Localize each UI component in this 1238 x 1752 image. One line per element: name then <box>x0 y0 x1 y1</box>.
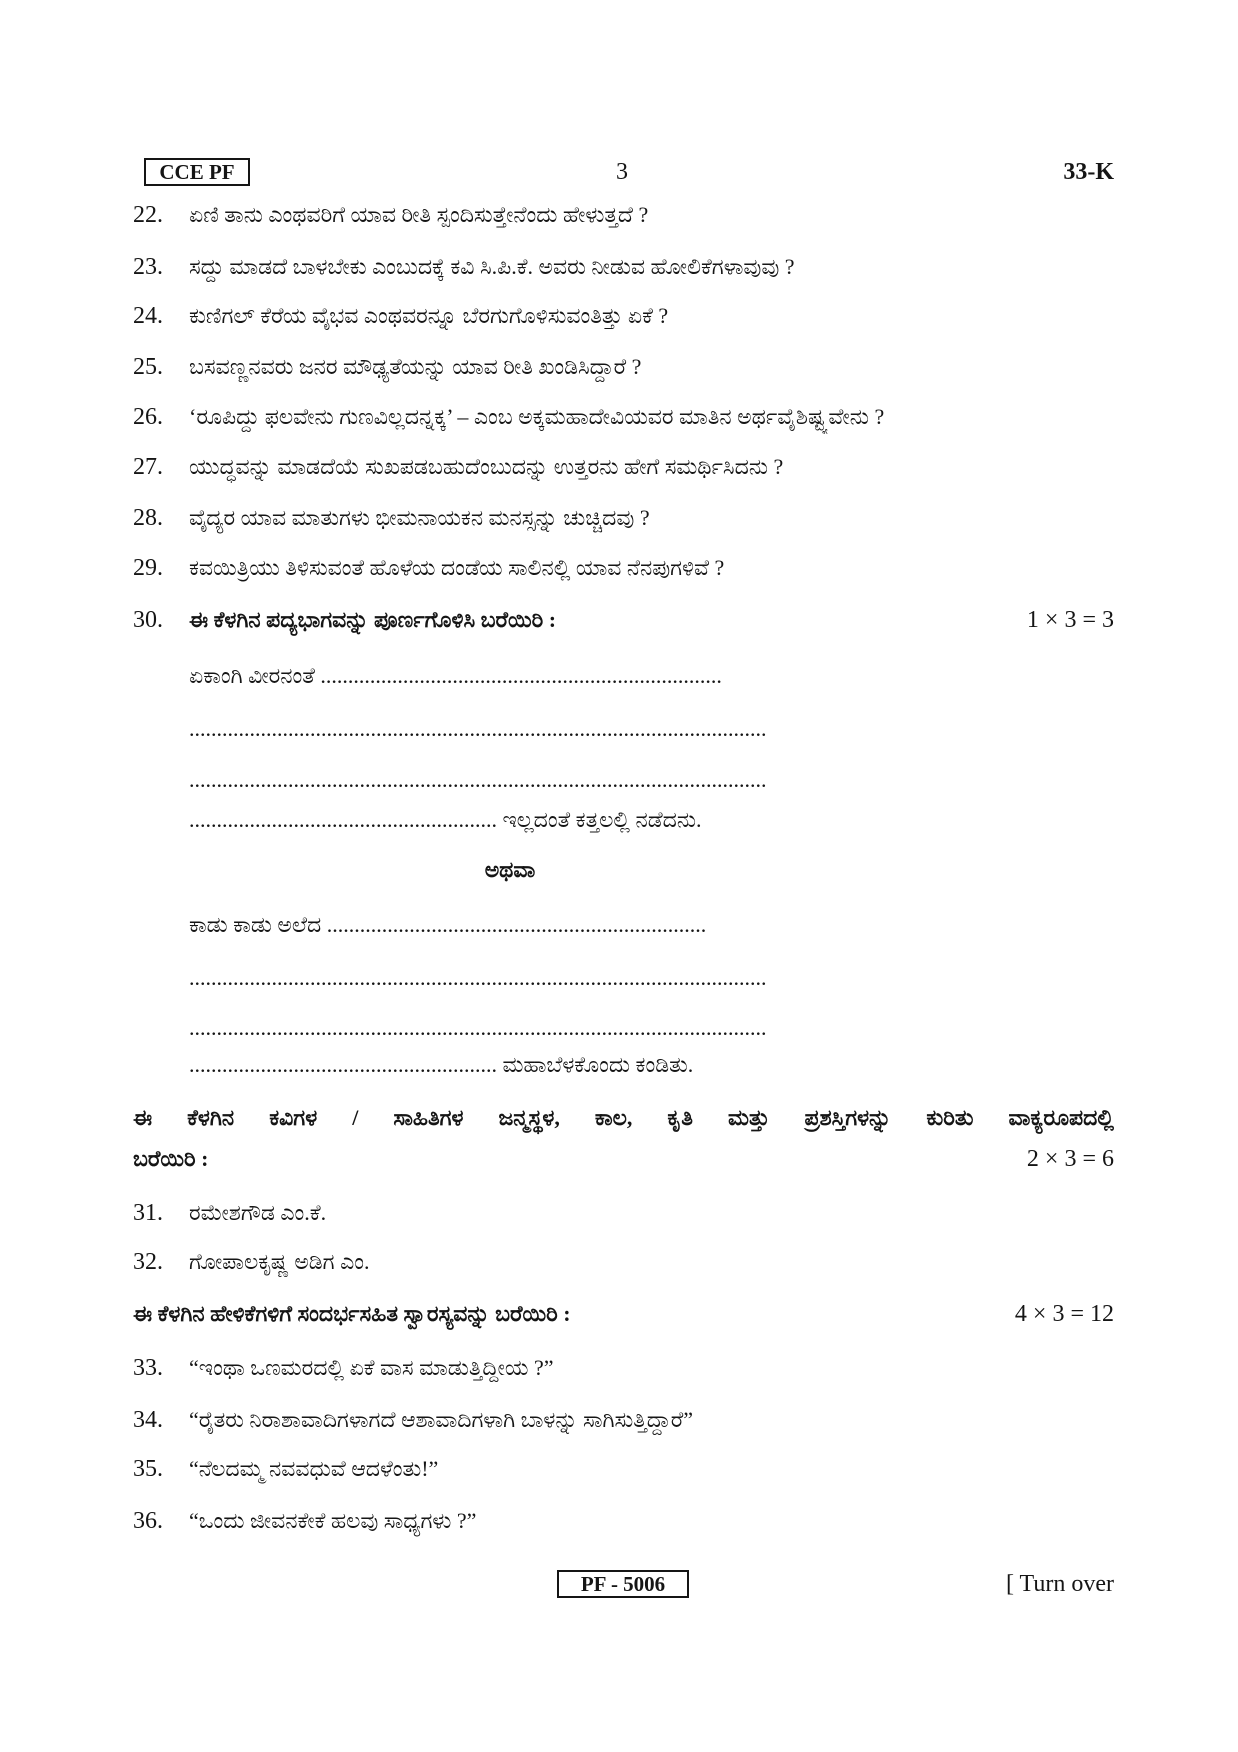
footer-code-box: PF - 5006 <box>557 1570 689 1598</box>
question-34 <box>133 1403 1114 1437</box>
question-text: ಕುಣಿಗಲ್ ಕೆರೆಯ ವೈಭವ ಎಂಥವರನ್ನೂ ಬೆರಗುಗೊಳಿಸುವಂತಿತ್ತು ಏಕೆ ? <box>189 303 669 328</box>
question-30 <box>133 603 1114 637</box>
question-28 <box>133 501 1114 535</box>
question-number: 25. <box>133 354 163 380</box>
question-23 <box>133 250 1114 284</box>
section-instruction: ಈ ಕೆಳಗಿನ ಕವಿಗಳ / ಸಾಹಿತಿಗಳ ಜನ್ಮಸ್ಥಳ, ಕಾಲ, ಕೃತಿ ಮತ್ತು ಪ್ರಶಸ್ತಿಗಳನ್ನು ಕುರಿತು ವಾಕ್ಯರೂಪದಲ್ಲಿ <box>133 1105 1114 1130</box>
poem-end-text: ಮಹಾಬೆಳಕೊಂದು ಕಂಡಿತು. <box>502 1052 694 1077</box>
section-instruction <box>133 1297 1114 1331</box>
question-27 <box>133 450 1114 484</box>
question-33 <box>133 1351 1114 1385</box>
section-instruction-text: ಬರೆಯಿರಿ : <box>133 1146 209 1171</box>
poem-end-text: ಇಲ್ಲದಂತೆ ಕತ್ತಲಲ್ಲಿ ನಡೆದನು. <box>502 807 702 832</box>
fill-in-dots: ........................................................ <box>189 1052 497 1077</box>
question-text: “ನೆಲದಮ್ಮ ನವವಧುವೆ ಆದಳೆಂತು!” <box>189 1456 439 1481</box>
question-31 <box>133 1196 1114 1230</box>
question-number: 23. <box>133 254 163 280</box>
question-25 <box>133 350 1114 384</box>
or-label: ಅಥವಾ <box>484 857 536 882</box>
question-text: ವೈದ್ಯರ ಯಾವ ಮಾತುಗಳು ಭೀಮನಾಯಕನ ಮನಸ್ಸನ್ನು ಚುಚ್ಚಿದವು ? <box>189 505 650 530</box>
question-text: ಬಸವಣ್ಣನವರು ಜನರ ಮೌಢ್ಯತೆಯನ್ನು ಯಾವ ರೀತಿ ಖಂಡಿಸಿದ್ದಾರೆ ? <box>189 354 642 379</box>
fill-in-dots: ......................................................................................................... <box>189 965 767 990</box>
fill-in-dots: ........................................................ <box>189 807 497 832</box>
fill-in-dots: ......................................................................... <box>320 663 722 688</box>
question-text: ರಮೇಶಗೌಡ ಎಂ.ಕೆ. <box>189 1200 327 1225</box>
question-text: “ಒಂದು ಜೀವನಕೇಕೆ ಹಲವು ಸಾಧ್ಯಗಳು ?” <box>189 1508 477 1533</box>
poem-a-line-1 <box>189 659 1114 693</box>
question-number: 22. <box>133 202 163 228</box>
question-number: 33. <box>133 1355 163 1381</box>
question-text: ಗೋಪಾಲಕೃಷ್ಣ ಅಡಿಗ ಎಂ. <box>189 1249 370 1274</box>
question-number: 31. <box>133 1200 163 1226</box>
question-26 <box>133 400 1114 434</box>
page-number: 3 <box>616 159 628 185</box>
marks-label: 1 × 3 = 3 <box>1019 603 1114 637</box>
question-number: 27. <box>133 454 163 480</box>
question-32 <box>133 1245 1114 1279</box>
question-number: 28. <box>133 505 163 531</box>
subject-code: 33-K <box>1063 159 1114 185</box>
question-29 <box>133 551 1114 585</box>
question-number: 34. <box>133 1407 163 1433</box>
turn-over-label: [ Turn over <box>1005 1571 1114 1597</box>
fill-in-dots: ..................................................................... <box>326 912 707 937</box>
poem-b-line-3 <box>189 1011 1114 1045</box>
question-number: 29. <box>133 555 163 581</box>
question-number: 24. <box>133 303 163 329</box>
marks-label: 4 × 3 = 12 <box>1007 1297 1114 1331</box>
poem-b-line-1 <box>189 908 1114 942</box>
question-text: “ಇಂಥಾ ಒಣಮರದಲ್ಲಿ ಏಕೆ ವಾಸ ಮಾಡುತ್ತಿದ್ದೀಯ ?” <box>189 1355 554 1380</box>
question-text: “ರೈತರು ನಿರಾಶಾವಾದಿಗಳಾಗದೆ ಆಶಾವಾದಿಗಳಾಗಿ ಬಾಳನ್ನು ಸಾಗಿಸುತ್ತಿದ್ದಾರೆ” <box>189 1407 694 1432</box>
poem-b-line-4 <box>189 1048 1114 1082</box>
question-text: ಕವಯಿತ್ರಿಯು ತಿಳಿಸುವಂತೆ ಹೊಳೆಯ ದಂಡೆಯ ಸಾಲಿನಲ್ಲಿ ಯಾವ ನೆನಪುಗಳಿವೆ ? <box>189 555 725 580</box>
question-text: ‘ರೂಪಿದ್ದು ಫಲವೇನು ಗುಣವಿಲ್ಲದನ್ನಕ್ಕ’ – ಎಂಬ ಅಕ್ಕಮಹಾದೇವಿಯವರ ಮಾತಿನ ಅರ್ಥವೈಶಿಷ್ಟ್ಯವೇನು ? <box>189 404 885 429</box>
section-instruction-text: ಈ ಕೆಳಗಿನ ಹೇಳಿಕೆಗಳಿಗೆ ಸಂದರ್ಭಸಹಿತ ಸ್ವಾರಸ್ಯವನ್ನು ಬರೆಯಿರಿ : <box>133 1301 571 1326</box>
question-number: 26. <box>133 404 163 430</box>
question-22 <box>133 198 1114 232</box>
poem-b-line-2 <box>189 961 1114 995</box>
question-text: ಏಣಿ ತಾನು ಎಂಥವರಿಗೆ ಯಾವ ರೀತಿ ಸ್ಪಂದಿಸುತ್ತೇನೆಂದು ಹೇಳುತ್ತದೆ ? <box>189 202 649 227</box>
poem-a-line-3 <box>189 763 1114 797</box>
poem-a-line-2 <box>189 712 1114 746</box>
marks-label: 2 × 3 = 6 <box>1019 1142 1114 1176</box>
question-text: ಸದ್ದು ಮಾಡದೆ ಬಾಳಬೇಕು ಎಂಬುದಕ್ಕೆ ಕವಿ ಸಿ.ಪಿ.ಕೆ. ಅವರು ನೀಡುವ ಹೋಲಿಕೆಗಳಾವುವು ? <box>189 254 795 279</box>
question-text: ಈ ಕೆಳಗಿನ ಪದ್ಯಭಾಗವನ್ನು ಪೂರ್ಣಗೊಳಿಸಿ ಬರೆಯಿರಿ : <box>189 607 557 632</box>
question-24 <box>133 299 1114 333</box>
fill-in-dots: ......................................................................................................... <box>189 1015 767 1040</box>
poem-lead-text: ಕಾಡು ಕಾಡು ಅಲೆದ <box>189 912 322 937</box>
question-number: 35. <box>133 1456 163 1482</box>
question-number: 36. <box>133 1508 163 1534</box>
section-instruction-continued <box>133 1142 1114 1176</box>
fill-in-dots: ......................................................................................................... <box>189 716 767 741</box>
poem-lead-text: ಏಕಾಂಗಿ ವೀರನಂತೆ <box>189 663 315 688</box>
question-36 <box>133 1504 1114 1538</box>
question-number: 32. <box>133 1249 163 1275</box>
poem-a-line-4 <box>189 803 1114 837</box>
question-number: 30. <box>133 607 163 633</box>
question-35 <box>133 1452 1114 1486</box>
question-text: ಯುದ್ಧವನ್ನು ಮಾಡದೆಯೆ ಸುಖಪಡಬಹುದೆಂಬುದನ್ನು ಉತ್ತರನು ಹೇಗೆ ಸಮರ್ಥಿಸಿದನು ? <box>189 454 784 479</box>
paper-code-box: CCE PF <box>144 158 250 186</box>
fill-in-dots: ......................................................................................................... <box>189 767 767 792</box>
